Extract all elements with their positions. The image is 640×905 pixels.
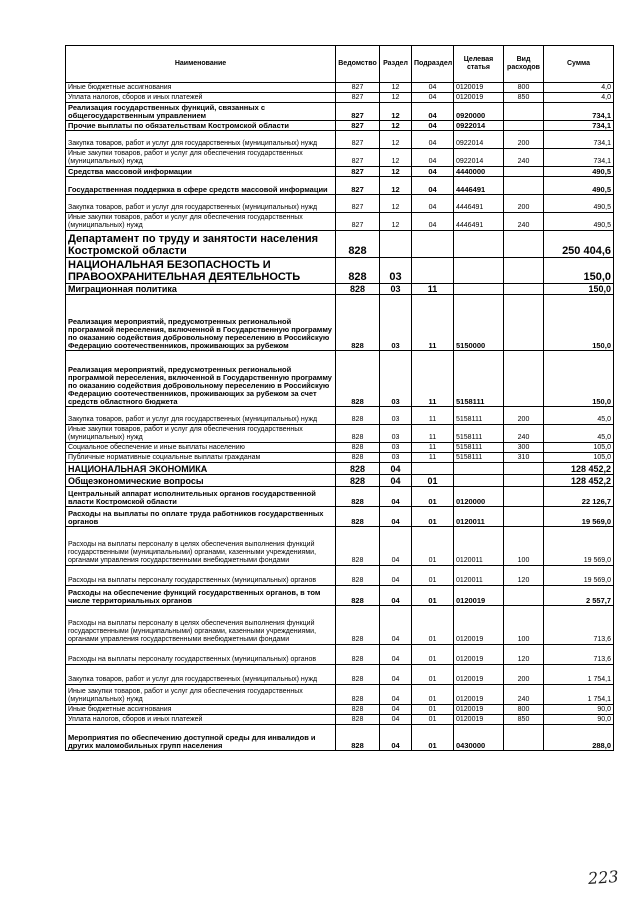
row-amount-cell: 22 126,7 [544, 487, 614, 507]
row-department-cell: 828 [336, 715, 380, 725]
row-target-article-cell: 4446491 [454, 195, 504, 213]
row-name-cell: Государственная поддержка в сфере средств массовой информации [66, 177, 336, 195]
row-expense-type-cell [504, 231, 544, 258]
row-section-cell: 04 [380, 463, 412, 475]
row-department-cell: 828 [336, 725, 380, 751]
row-target-article-cell: 0120019 [454, 665, 504, 685]
row-section-cell: 04 [380, 725, 412, 751]
row-amount-cell: 90,0 [544, 715, 614, 725]
row-target-article-cell: 0120019 [454, 645, 504, 665]
header-amount: Сумма [544, 46, 614, 83]
row-subsection-cell: 01 [412, 685, 454, 705]
row-name-cell: Иные закупки товаров, работ и услуг для обеспечения государственных (муниципальных) нужд [66, 149, 336, 167]
table-row [66, 725, 614, 751]
row-amount-cell: 734,1 [544, 131, 614, 149]
row-department-cell: 828 [336, 475, 380, 487]
row-expense-type-cell: 800 [504, 705, 544, 715]
row-expense-type-cell: 240 [504, 685, 544, 705]
row-subsection-cell: 01 [412, 507, 454, 527]
table-row [66, 475, 614, 487]
row-target-article-cell [454, 231, 504, 258]
header-expense-type: Вид расходов [504, 46, 544, 83]
header-target-article: Целевая статья [454, 46, 504, 83]
row-expense-type-cell [504, 586, 544, 606]
row-subsection-cell: 01 [412, 487, 454, 507]
row-expense-type-cell [504, 351, 544, 407]
header-name: Наименование [66, 46, 336, 83]
row-name-cell: Расходы на обеспечение функций государственных органов, в том числе территориальных органов [66, 586, 336, 606]
row-target-article-cell: 5150000 [454, 295, 504, 351]
row-section-cell: 04 [380, 586, 412, 606]
row-expense-type-cell [504, 487, 544, 507]
row-name-cell: Расходы на выплаты персоналу в целях обеспечения выполнения функций государственными (муниципальными) органами, казенными учреждениями, органами управления государственными внебюджетными фондами [66, 527, 336, 566]
table-row [66, 685, 614, 705]
row-name-cell: Уплата налогов, сборов и иных платежей [66, 93, 336, 103]
row-name-cell: Средства массовой информации [66, 167, 336, 177]
table-row [66, 121, 614, 131]
row-section-cell: 04 [380, 645, 412, 665]
row-amount-cell: 4,0 [544, 83, 614, 93]
row-amount-cell: 105,0 [544, 443, 614, 453]
row-department-cell: 828 [336, 527, 380, 566]
table-row [66, 83, 614, 93]
row-name-cell: Закупка товаров, работ и услуг для государственных (муниципальных) нужд [66, 195, 336, 213]
row-target-article-cell: 0922014 [454, 131, 504, 149]
table-row [66, 527, 614, 566]
table-row [66, 566, 614, 586]
row-name-cell: Уплата налогов, сборов и иных платежей [66, 715, 336, 725]
row-department-cell: 828 [336, 665, 380, 685]
row-target-article-cell: 0922014 [454, 121, 504, 131]
row-name-cell: Иные бюджетные ассигнования [66, 705, 336, 715]
row-subsection-cell: 04 [412, 213, 454, 231]
row-amount-cell: 4,0 [544, 93, 614, 103]
row-expense-type-cell [504, 507, 544, 527]
row-subsection-cell: 04 [412, 167, 454, 177]
row-section-cell: 03 [380, 284, 412, 295]
row-subsection-cell: 01 [412, 566, 454, 586]
row-section-cell: 12 [380, 195, 412, 213]
row-expense-type-cell: 300 [504, 443, 544, 453]
row-department-cell: 828 [336, 463, 380, 475]
row-department-cell: 828 [336, 295, 380, 351]
header-department: Ведомство [336, 46, 380, 83]
row-subsection-cell: 01 [412, 645, 454, 665]
row-expense-type-cell: 200 [504, 407, 544, 425]
row-target-article-cell: 0120011 [454, 507, 504, 527]
row-subsection-cell: 04 [412, 103, 454, 121]
row-department-cell: 828 [336, 586, 380, 606]
table-row [66, 665, 614, 685]
row-expense-type-cell [504, 121, 544, 131]
table-row [66, 103, 614, 121]
row-name-cell: Центральный аппарат исполнительных органов государственной власти Костромской области [66, 487, 336, 507]
row-section-cell: 03 [380, 295, 412, 351]
row-target-article-cell: 0120019 [454, 705, 504, 715]
row-amount-cell: 105,0 [544, 453, 614, 463]
row-department-cell: 828 [336, 685, 380, 705]
row-subsection-cell: 11 [412, 425, 454, 443]
row-section-cell: 12 [380, 149, 412, 167]
row-amount-cell: 490,5 [544, 213, 614, 231]
row-subsection-cell: 01 [412, 606, 454, 645]
row-amount-cell: 490,5 [544, 167, 614, 177]
row-subsection-cell: 11 [412, 351, 454, 407]
row-department-cell: 828 [336, 507, 380, 527]
row-section-cell: 12 [380, 177, 412, 195]
row-target-article-cell: 0120019 [454, 83, 504, 93]
row-name-cell: Закупка товаров, работ и услуг для государственных (муниципальных) нужд [66, 665, 336, 685]
row-department-cell: 827 [336, 93, 380, 103]
row-subsection-cell: 11 [412, 295, 454, 351]
row-section-cell: 04 [380, 715, 412, 725]
row-name-cell: Социальное обеспечение и иные выплаты населению [66, 443, 336, 453]
row-department-cell: 828 [336, 351, 380, 407]
row-section-cell: 03 [380, 425, 412, 443]
row-name-cell: Департамент по труду и занятости населения Костромской области [66, 231, 336, 258]
row-expense-type-cell: 100 [504, 527, 544, 566]
row-amount-cell: 128 452,2 [544, 475, 614, 487]
row-name-cell: Иные закупки товаров, работ и услуг для обеспечения государственных (муниципальных) нужд [66, 425, 336, 443]
budget-sheet [65, 45, 613, 751]
row-subsection-cell [412, 231, 454, 258]
row-department-cell: 828 [336, 606, 380, 645]
row-subsection-cell: 04 [412, 83, 454, 93]
row-section-cell: 04 [380, 475, 412, 487]
row-target-article-cell: 5158111 [454, 351, 504, 407]
row-section-cell: 03 [380, 443, 412, 453]
row-amount-cell: 45,0 [544, 425, 614, 443]
row-section-cell: 04 [380, 566, 412, 586]
row-name-cell: Расходы на выплаты по оплате труда работников государственных органов [66, 507, 336, 527]
row-target-article-cell: 0430000 [454, 725, 504, 751]
row-subsection-cell: 01 [412, 665, 454, 685]
row-expense-type-cell: 240 [504, 213, 544, 231]
row-target-article-cell [454, 463, 504, 475]
row-expense-type-cell: 800 [504, 83, 544, 93]
row-subsection-cell [412, 463, 454, 475]
header-section: Раздел [380, 46, 412, 83]
row-name-cell: Иные закупки товаров, работ и услуг для обеспечения государственных (муниципальных) нужд [66, 685, 336, 705]
row-section-cell: 12 [380, 213, 412, 231]
row-name-cell: Публичные нормативные социальные выплаты гражданам [66, 453, 336, 463]
table-row [66, 407, 614, 425]
row-expense-type-cell: 200 [504, 131, 544, 149]
table-row [66, 195, 614, 213]
table-row [66, 167, 614, 177]
row-name-cell: Общеэкономические вопросы [66, 475, 336, 487]
row-name-cell: Реализация государственных функций, связанных с общегосударственным управлением [66, 103, 336, 121]
row-subsection-cell: 11 [412, 284, 454, 295]
row-amount-cell: 734,1 [544, 103, 614, 121]
row-target-article-cell: 5158111 [454, 407, 504, 425]
row-section-cell: 04 [380, 685, 412, 705]
table-row [66, 93, 614, 103]
row-amount-cell: 128 452,2 [544, 463, 614, 475]
row-expense-type-cell [504, 475, 544, 487]
table-row [66, 231, 614, 258]
header-subsection: Подраздел [412, 46, 454, 83]
row-target-article-cell: 4440000 [454, 167, 504, 177]
row-expense-type-cell [504, 284, 544, 295]
table-row [66, 258, 614, 284]
row-section-cell: 12 [380, 103, 412, 121]
row-section-cell: 12 [380, 167, 412, 177]
row-department-cell: 827 [336, 131, 380, 149]
row-department-cell: 827 [336, 213, 380, 231]
row-department-cell: 827 [336, 149, 380, 167]
table-row [66, 149, 614, 167]
row-target-article-cell: 0120019 [454, 685, 504, 705]
table-row [66, 295, 614, 351]
row-amount-cell: 1 754,1 [544, 685, 614, 705]
row-department-cell: 828 [336, 453, 380, 463]
table-row [66, 715, 614, 725]
row-department-cell: 827 [336, 167, 380, 177]
row-expense-type-cell: 850 [504, 715, 544, 725]
row-subsection-cell: 04 [412, 121, 454, 131]
row-amount-cell: 90,0 [544, 705, 614, 715]
row-section-cell [380, 231, 412, 258]
row-target-article-cell: 0120019 [454, 606, 504, 645]
row-amount-cell: 490,5 [544, 177, 614, 195]
table-row [66, 453, 614, 463]
row-target-article-cell: 0920000 [454, 103, 504, 121]
row-department-cell: 827 [336, 121, 380, 131]
row-subsection-cell: 01 [412, 725, 454, 751]
row-name-cell: Мероприятия по обеспечению доступной среды для инвалидов и других маломобильных групп населения [66, 725, 336, 751]
row-name-cell: Расходы на выплаты персоналу в целях обеспечения выполнения функций государственными (муниципальными) органами, казенными учреждениями, органами управления государственными внебюджетными фондами [66, 606, 336, 645]
row-amount-cell: 150,0 [544, 351, 614, 407]
row-amount-cell: 150,0 [544, 258, 614, 284]
row-expense-type-cell [504, 295, 544, 351]
row-section-cell: 04 [380, 487, 412, 507]
row-amount-cell: 713,6 [544, 606, 614, 645]
row-amount-cell: 45,0 [544, 407, 614, 425]
row-department-cell: 828 [336, 425, 380, 443]
row-name-cell: Закупка товаров, работ и услуг для государственных (муниципальных) нужд [66, 131, 336, 149]
row-name-cell: НАЦИОНАЛЬНАЯ БЕЗОПАСНОСТЬ И ПРАВООХРАНИТЕЛЬНАЯ ДЕЯТЕЛЬНОСТЬ [66, 258, 336, 284]
row-amount-cell: 490,5 [544, 195, 614, 213]
row-target-article-cell: 4446491 [454, 213, 504, 231]
row-amount-cell: 288,0 [544, 725, 614, 751]
row-department-cell: 827 [336, 103, 380, 121]
table-row [66, 606, 614, 645]
row-section-cell: 12 [380, 93, 412, 103]
row-name-cell: Расходы на выплаты персоналу государственных (муниципальных) органов [66, 645, 336, 665]
row-target-article-cell: 0120000 [454, 487, 504, 507]
row-target-article-cell: 5158111 [454, 425, 504, 443]
row-target-article-cell: 0120011 [454, 527, 504, 566]
row-amount-cell: 150,0 [544, 295, 614, 351]
row-expense-type-cell [504, 463, 544, 475]
row-expense-type-cell: 120 [504, 645, 544, 665]
row-section-cell: 04 [380, 705, 412, 715]
row-expense-type-cell [504, 167, 544, 177]
row-department-cell: 828 [336, 487, 380, 507]
table-row [66, 351, 614, 407]
table-body [66, 83, 614, 751]
row-amount-cell: 734,1 [544, 149, 614, 167]
row-target-article-cell: 5158111 [454, 453, 504, 463]
row-subsection-cell: 04 [412, 195, 454, 213]
row-department-cell: 828 [336, 443, 380, 453]
row-amount-cell: 150,0 [544, 284, 614, 295]
row-section-cell: 04 [380, 507, 412, 527]
row-expense-type-cell: 200 [504, 195, 544, 213]
row-subsection-cell: 01 [412, 527, 454, 566]
table-row [66, 177, 614, 195]
row-amount-cell: 1 754,1 [544, 665, 614, 685]
page-number: 223 [587, 866, 620, 889]
table-row [66, 487, 614, 507]
row-name-cell: Прочие выплаты по обязательствам Костромской области [66, 121, 336, 131]
row-amount-cell: 19 569,0 [544, 566, 614, 586]
row-department-cell: 828 [336, 284, 380, 295]
row-name-cell: НАЦИОНАЛЬНАЯ ЭКОНОМИКА [66, 463, 336, 475]
row-expense-type-cell [504, 103, 544, 121]
row-expense-type-cell [504, 258, 544, 284]
row-department-cell: 827 [336, 83, 380, 93]
row-expense-type-cell [504, 725, 544, 751]
row-subsection-cell: 04 [412, 93, 454, 103]
row-subsection-cell: 01 [412, 586, 454, 606]
row-expense-type-cell: 100 [504, 606, 544, 645]
row-section-cell: 03 [380, 453, 412, 463]
row-name-cell: Закупка товаров, работ и услуг для государственных (муниципальных) нужд [66, 407, 336, 425]
row-expense-type-cell: 240 [504, 425, 544, 443]
row-section-cell: 03 [380, 407, 412, 425]
row-name-cell: Миграционная политика [66, 284, 336, 295]
table-row [66, 213, 614, 231]
row-section-cell: 12 [380, 83, 412, 93]
row-department-cell: 828 [336, 407, 380, 425]
row-subsection-cell: 01 [412, 475, 454, 487]
row-department-cell: 828 [336, 645, 380, 665]
row-expense-type-cell: 200 [504, 665, 544, 685]
row-expense-type-cell: 850 [504, 93, 544, 103]
row-section-cell: 12 [380, 121, 412, 131]
row-department-cell: 828 [336, 566, 380, 586]
row-subsection-cell: 11 [412, 453, 454, 463]
row-subsection-cell: 01 [412, 715, 454, 725]
table-row [66, 425, 614, 443]
row-amount-cell: 2 557,7 [544, 586, 614, 606]
row-target-article-cell [454, 284, 504, 295]
row-target-article-cell: 0120011 [454, 566, 504, 586]
table-row [66, 463, 614, 475]
row-section-cell: 04 [380, 527, 412, 566]
table-row [66, 131, 614, 149]
row-target-article-cell: 0120019 [454, 715, 504, 725]
row-section-cell: 04 [380, 606, 412, 645]
row-target-article-cell: 5158111 [454, 443, 504, 453]
row-department-cell: 828 [336, 231, 380, 258]
table-row [66, 284, 614, 295]
row-department-cell: 827 [336, 177, 380, 195]
row-target-article-cell: 4446491 [454, 177, 504, 195]
row-subsection-cell: 11 [412, 407, 454, 425]
row-subsection-cell: 01 [412, 705, 454, 715]
table-row [66, 443, 614, 453]
row-name-cell: Расходы на выплаты персоналу государственных (муниципальных) органов [66, 566, 336, 586]
row-amount-cell: 734,1 [544, 121, 614, 131]
row-target-article-cell [454, 258, 504, 284]
table-row [66, 705, 614, 715]
row-subsection-cell: 04 [412, 131, 454, 149]
row-target-article-cell: 0120019 [454, 93, 504, 103]
table-row [66, 645, 614, 665]
table-row [66, 586, 614, 606]
row-section-cell: 03 [380, 351, 412, 407]
row-expense-type-cell: 310 [504, 453, 544, 463]
row-target-article-cell: 0922014 [454, 149, 504, 167]
row-department-cell: 827 [336, 195, 380, 213]
row-name-cell: Иные закупки товаров, работ и услуг для обеспечения государственных (муниципальных) нужд [66, 213, 336, 231]
row-name-cell: Реализация мероприятий, предусмотренных региональной программой переселения, включенной в Государственную программу по оказанию содействия добровольному переселению в Российскую Федерацию соотечественников, проживающих за рубежом за счет средств областного бюджета [66, 351, 336, 407]
row-amount-cell: 250 404,6 [544, 231, 614, 258]
row-expense-type-cell [504, 177, 544, 195]
row-department-cell: 828 [336, 258, 380, 284]
row-subsection-cell: 11 [412, 443, 454, 453]
row-expense-type-cell: 240 [504, 149, 544, 167]
row-amount-cell: 19 569,0 [544, 507, 614, 527]
row-department-cell: 828 [336, 705, 380, 715]
row-target-article-cell: 0120019 [454, 586, 504, 606]
row-name-cell: Реализация мероприятий, предусмотренных региональной программой переселения, включенной в Государственную программу по оказанию содействия добровольному переселению в Российскую Федерацию соотечественников, проживающих за рубежом [66, 295, 336, 351]
row-section-cell: 04 [380, 665, 412, 685]
row-amount-cell: 713,6 [544, 645, 614, 665]
row-name-cell: Иные бюджетные ассигнования [66, 83, 336, 93]
row-subsection-cell: 04 [412, 149, 454, 167]
row-target-article-cell [454, 475, 504, 487]
row-section-cell: 12 [380, 131, 412, 149]
row-subsection-cell [412, 258, 454, 284]
row-section-cell: 03 [380, 258, 412, 284]
row-subsection-cell: 04 [412, 177, 454, 195]
table-row [66, 507, 614, 527]
budget-table [65, 45, 614, 751]
table-header-row [66, 46, 614, 83]
row-amount-cell: 19 569,0 [544, 527, 614, 566]
row-expense-type-cell: 120 [504, 566, 544, 586]
